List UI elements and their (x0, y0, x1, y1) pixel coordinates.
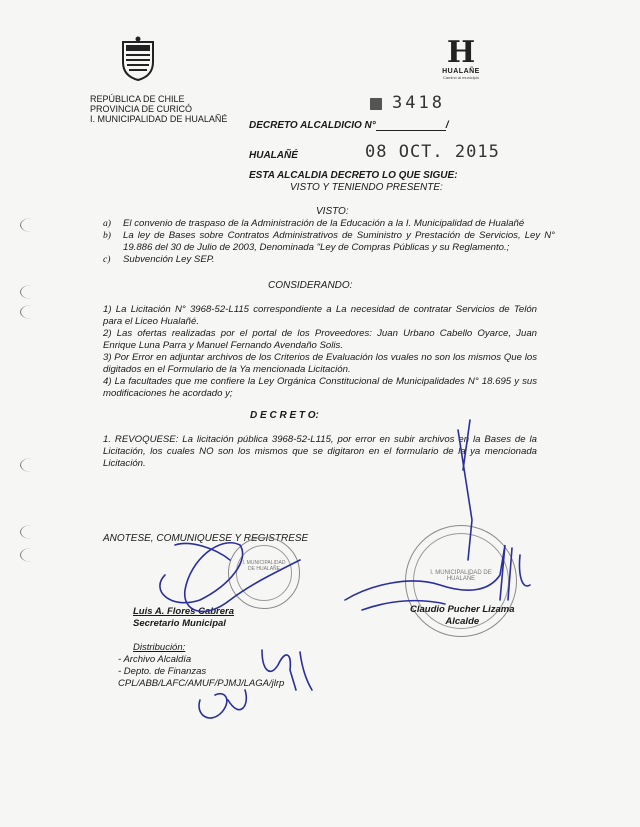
logo-mark-icon: H (446, 35, 476, 70)
pen-stroke (345, 545, 530, 600)
item-marker: c) (103, 254, 111, 265)
intro-line-2: VISTO Y TENIENDO PRESENTE: (290, 182, 443, 193)
distribution-heading: Distribución: (133, 642, 186, 653)
left-seal-text: I. MUNICIPALIDAD DE HUALAÑE (242, 560, 286, 572)
pen-stroke (362, 601, 445, 610)
logo-tagline: Camino al municipio (442, 75, 479, 80)
list-item: 1) La Licitación N° 3968-52-L115 correspondiente a La necesidad de contratar Servicios de Telón para el Liceo Hualañé. (103, 304, 537, 327)
decree-label-line: DECRETO ALCALDICIO N° / (249, 120, 449, 131)
item-text: La ley de Bases sobre Contratos Administrativos de Suministro y Prestación de Servicios, Ley N° 19.886 del 30 de Julio de 2003, Denominada "Ley de Compras Públicas y su Reglamento.; (123, 230, 555, 253)
secretary-name: Luis A. Flores Cabrera (133, 606, 235, 617)
mayor-title: Alcalde (445, 616, 480, 627)
initials-line: CPL/ABB/LAFC/AMUF/PJMJ/LAGA/jlrp (118, 678, 285, 689)
item-marker: b) (103, 230, 111, 241)
logo-name: HUALAÑE (442, 68, 480, 75)
list-item: 4) La facultades que me confiere la Ley Orgánica Constitucional de Municipalidades N° 18.695 y sus modificaciones he acordado y; (103, 376, 537, 399)
mayor-name: Claudio Pucher Lizama (410, 604, 515, 615)
list-item: 3) Por Error en adjuntar archivos de los Criterios de Evaluación los vuales no son los mismos Que los digitados en el Formulario de la Ya mencionada Licitación. (103, 352, 537, 375)
item-text: El convenio de traspaso de la Administración de la Educación a la I. Municipalidad de Hualañé (123, 218, 525, 229)
country-line: REPÚBLICA DE CHILE (90, 94, 185, 104)
distribution-item: - Archivo Alcaldía (118, 654, 192, 665)
date-stamp: 08 OCT. 2015 (365, 142, 500, 162)
decreto-text: 1. REVOQUESE: La licitación pública 3968-52-L115, por error en subir archivos en la Bases de la Licitación, los cuales NO son los mismos que se digitaron en el formulario de la ya mencionada Licitación. (103, 434, 537, 469)
intro-line-1: ESTA ALCALDIA DECRETO LO QUE SIGUE: (249, 170, 458, 181)
province-line: PROVINCIA DE CURICÓ (90, 104, 193, 114)
distribution-item: - Depto. de Finanzas (118, 666, 207, 677)
pen-stroke (463, 420, 470, 470)
item-marker: a) (103, 218, 111, 229)
list-item: 2) Las ofertas realizadas por el portal de los Proveedores: Juan Urbano Cabello Oyarce, Juan Enrique Luna Parra y Manuel Fernando Avendaño Solis. (103, 328, 537, 351)
secretary-title: Secretario Municipal (133, 618, 226, 629)
municipality-line: I. MUNICIPALIDAD DE HUALAÑÉ (90, 114, 228, 124)
decreto-heading: D E C R E T O: (250, 410, 319, 421)
pen-stroke (300, 652, 312, 690)
closing-line: ANOTESE, COMUNIQUESE Y REGISTRESE (103, 533, 309, 544)
right-seal-text: I. MUNICIPALIDAD DE HUALAÑE (430, 570, 492, 582)
item-text: Subvención Ley SEP. (123, 254, 215, 265)
pen-stroke (262, 650, 296, 690)
decree-label: DECRETO ALCALDICIO N° (249, 120, 376, 131)
visto-heading: VISTO: (316, 206, 349, 217)
pen-stroke (160, 543, 300, 612)
place-label: HUALAÑÉ (249, 150, 298, 161)
pen-stroke (199, 690, 246, 718)
considerando-heading: CONSIDERANDO: (268, 280, 353, 291)
pen-stroke (458, 430, 472, 560)
decree-number: 3418 (392, 93, 445, 113)
